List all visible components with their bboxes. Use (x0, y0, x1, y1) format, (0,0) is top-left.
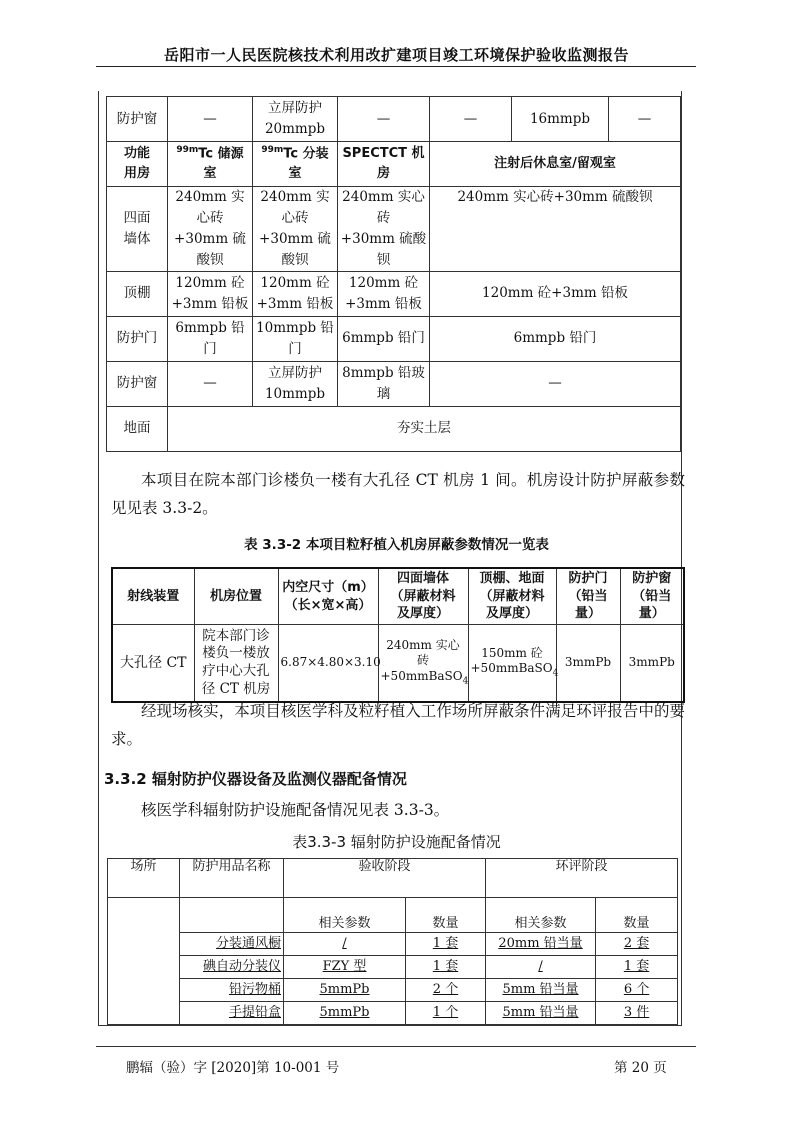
table-caption: 表3.3-3 辐射防护设施配备情况 (292, 833, 501, 851)
table-cell: 手提铅盒 (180, 1002, 284, 1025)
table-header-row (107, 142, 681, 187)
table-header-row (108, 859, 678, 898)
table-row (112, 625, 684, 703)
table-cell: 120mm 砼 +3mm 铅板 (168, 271, 253, 316)
table-cell: 立屏防护 20mmpb (253, 97, 338, 142)
table-cell (180, 898, 284, 933)
table-row (107, 406, 681, 451)
shielding-table-continued (106, 96, 681, 452)
table-cell: 院本部门诊 楼负一楼放 疗中心大孔 径 CT 机房 (194, 625, 278, 703)
header-cell (253, 142, 338, 187)
header-cell: 注射后休息室/留观室 (430, 142, 681, 187)
table-row (107, 316, 681, 361)
header-cell: 环评阶段 (486, 859, 678, 898)
table-cell: — (168, 97, 253, 142)
header-cell: 相关参数 (284, 898, 406, 933)
header-cell: 验收阶段 (284, 859, 486, 898)
header-cell (168, 142, 253, 187)
paragraph: 核医学科辐射防护设施配备情况见表 3.3-3。 (141, 801, 450, 819)
table-cell (468, 625, 559, 703)
header-label: 储源室 (203, 146, 244, 182)
header-cell: 防护窗 （铅当 量） (620, 568, 684, 625)
subscript: 4 (552, 668, 559, 679)
table-row (107, 361, 681, 406)
table-cell: 1 套 (406, 933, 486, 956)
table-cell: 碘自动分装仪 (180, 956, 284, 979)
table-cell: 分装通风橱 (180, 933, 284, 956)
table-header-row (108, 898, 678, 933)
wall-spec: 240mm 实心砖 +50mmBaSO (380, 637, 463, 684)
table-cell: 1 套 (596, 956, 678, 979)
header-rule (96, 66, 696, 67)
table-row (108, 979, 678, 1002)
table-caption: 表 3.3-2 本项目粒籽植入机房屏蔽参数情况一览表 (244, 537, 549, 553)
table-row (107, 271, 681, 316)
table-cell (108, 898, 180, 1025)
header-cell: 数量 (596, 898, 678, 933)
table-cell: 防护窗 (107, 361, 168, 406)
table-cell: — (430, 97, 512, 142)
table-cell: 防护门 (107, 316, 168, 361)
table-cell: — (609, 97, 681, 142)
table-cell: 防护窗 (107, 97, 168, 142)
table-cell: 地面 (107, 406, 168, 451)
table-cell: 3 件 (596, 1002, 678, 1025)
table-cell: 1 个 (406, 1002, 486, 1025)
table-cell: 6mmpb 铅门 (338, 316, 430, 361)
table-cell: 240mm 实心砖 +30mm 硫酸钡 (338, 187, 430, 272)
table-cell: 240mm 实心砖 +30mm 硫酸钡 (168, 187, 253, 272)
table-cell: 3mmPb (620, 625, 684, 703)
table-cell: 夯实土层 (168, 406, 681, 451)
header-cell: 数量 (406, 898, 486, 933)
table-cell: 240mm 实心砖+30mm 硫酸钡 (430, 187, 681, 272)
table-cell: 2 套 (596, 933, 678, 956)
table-cell: 顶棚 (107, 271, 168, 316)
paragraph: 经现场核实，本项目核医学科及粒籽植入工作场所屏蔽条件满足环评报告中的要求。 (111, 702, 685, 748)
table-cell: — (430, 361, 681, 406)
header-label: 分装室 (288, 146, 329, 182)
table-cell: 5mmPb (284, 979, 406, 1002)
protection-equipment-table (107, 858, 678, 1025)
section-heading: 3.3.2 辐射防护仪器设备及监测仪器配备情况 (104, 770, 407, 788)
table-header-row (112, 568, 684, 625)
header-cell: 场所 (108, 859, 180, 898)
table-cell: 120mm 砼 +3mm 铅板 (338, 271, 430, 316)
table-row (108, 933, 678, 956)
table-cell: 3mmPb (556, 625, 620, 703)
paragraph: 本项目在院本部门诊楼负一楼有大孔径 CT 机房 1 间。机房设计防护屏蔽参数见见表 3.3-2。 (111, 471, 685, 517)
isotope-superscript: 99m (261, 144, 284, 155)
table-row (108, 956, 678, 979)
table-cell: — (168, 361, 253, 406)
table-cell: 8mmpb 铅玻璃 (338, 361, 430, 406)
table-cell: / (486, 956, 596, 979)
table-cell: 6.87×4.80×3.10 (278, 625, 378, 703)
table-cell: 6mmpb 铅门 (168, 316, 253, 361)
table-cell: 大孔径 CT (112, 625, 194, 703)
table-cell (378, 625, 468, 703)
table-cell: 16mmpb (512, 97, 609, 142)
table-cell: 20mm 铅当量 (486, 933, 596, 956)
table-cell: 5mmPb (284, 1002, 406, 1025)
subscript: 4 (462, 676, 469, 687)
table-cell: 立屏防护 10mmpb (253, 361, 338, 406)
table-cell: / (284, 933, 406, 956)
ceiling-spec: 150mm 砼 +50mmBaSO (470, 645, 553, 676)
header-cell: 防护用品名称 (180, 859, 284, 898)
report-header: 岳阳市一人民医院核技术利用改扩建项目竣工环境保护验收监测报告 (163, 46, 629, 64)
header-cell: 内空尺寸（m） （长×宽×高） (278, 568, 378, 625)
table-cell: 5mm 铅当量 (486, 1002, 596, 1025)
table-row (108, 1002, 678, 1025)
isotope-symbol: Tc (283, 146, 299, 162)
footer-rule (96, 1046, 696, 1047)
header-cell: 防护门 （铅当 量） (556, 568, 620, 625)
header-cell: 射线装置 (112, 568, 194, 625)
table-cell: 10mmpb 铅门 (253, 316, 338, 361)
table-row (107, 187, 681, 272)
table-cell: FZY 型 (284, 956, 406, 979)
table-cell: 2 个 (406, 979, 486, 1002)
table-cell: 6 个 (596, 979, 678, 1002)
header-cell: 顶棚、地面 （屏蔽材料 及厚度） (468, 568, 556, 625)
table-cell: 240mm 实心砖 +30mm 硫酸钡 (253, 187, 338, 272)
table-cell: 5mm 铅当量 (486, 979, 596, 1002)
isotope-superscript: 99m (176, 144, 199, 155)
header-cell: SPECTCT 机房 (338, 142, 430, 187)
header-cell: 机房位置 (194, 568, 278, 625)
table-cell: 四面 墙体 (107, 187, 168, 272)
table-cell: 铅污物桶 (180, 979, 284, 1002)
table-row (107, 97, 681, 142)
header-cell: 四面墙体 （屏蔽材料 及厚度） (378, 568, 468, 625)
header-cell: 功能 用房 (107, 142, 168, 187)
isotope-symbol: Tc (198, 146, 214, 162)
table-cell: 6mmpb 铅门 (430, 316, 681, 361)
report-number: 鹏辐（验）字 [2020]第 10-001 号 (126, 1060, 340, 1076)
ct-room-shielding-table (111, 567, 685, 703)
page-number: 第 20 页 (614, 1060, 667, 1076)
table-cell: 1 套 (406, 956, 486, 979)
table-cell: — (338, 97, 430, 142)
header-cell: 相关参数 (486, 898, 596, 933)
table-cell: 120mm 砼+3mm 铅板 (430, 271, 681, 316)
table-cell: 120mm 砼 +3mm 铅板 (253, 271, 338, 316)
